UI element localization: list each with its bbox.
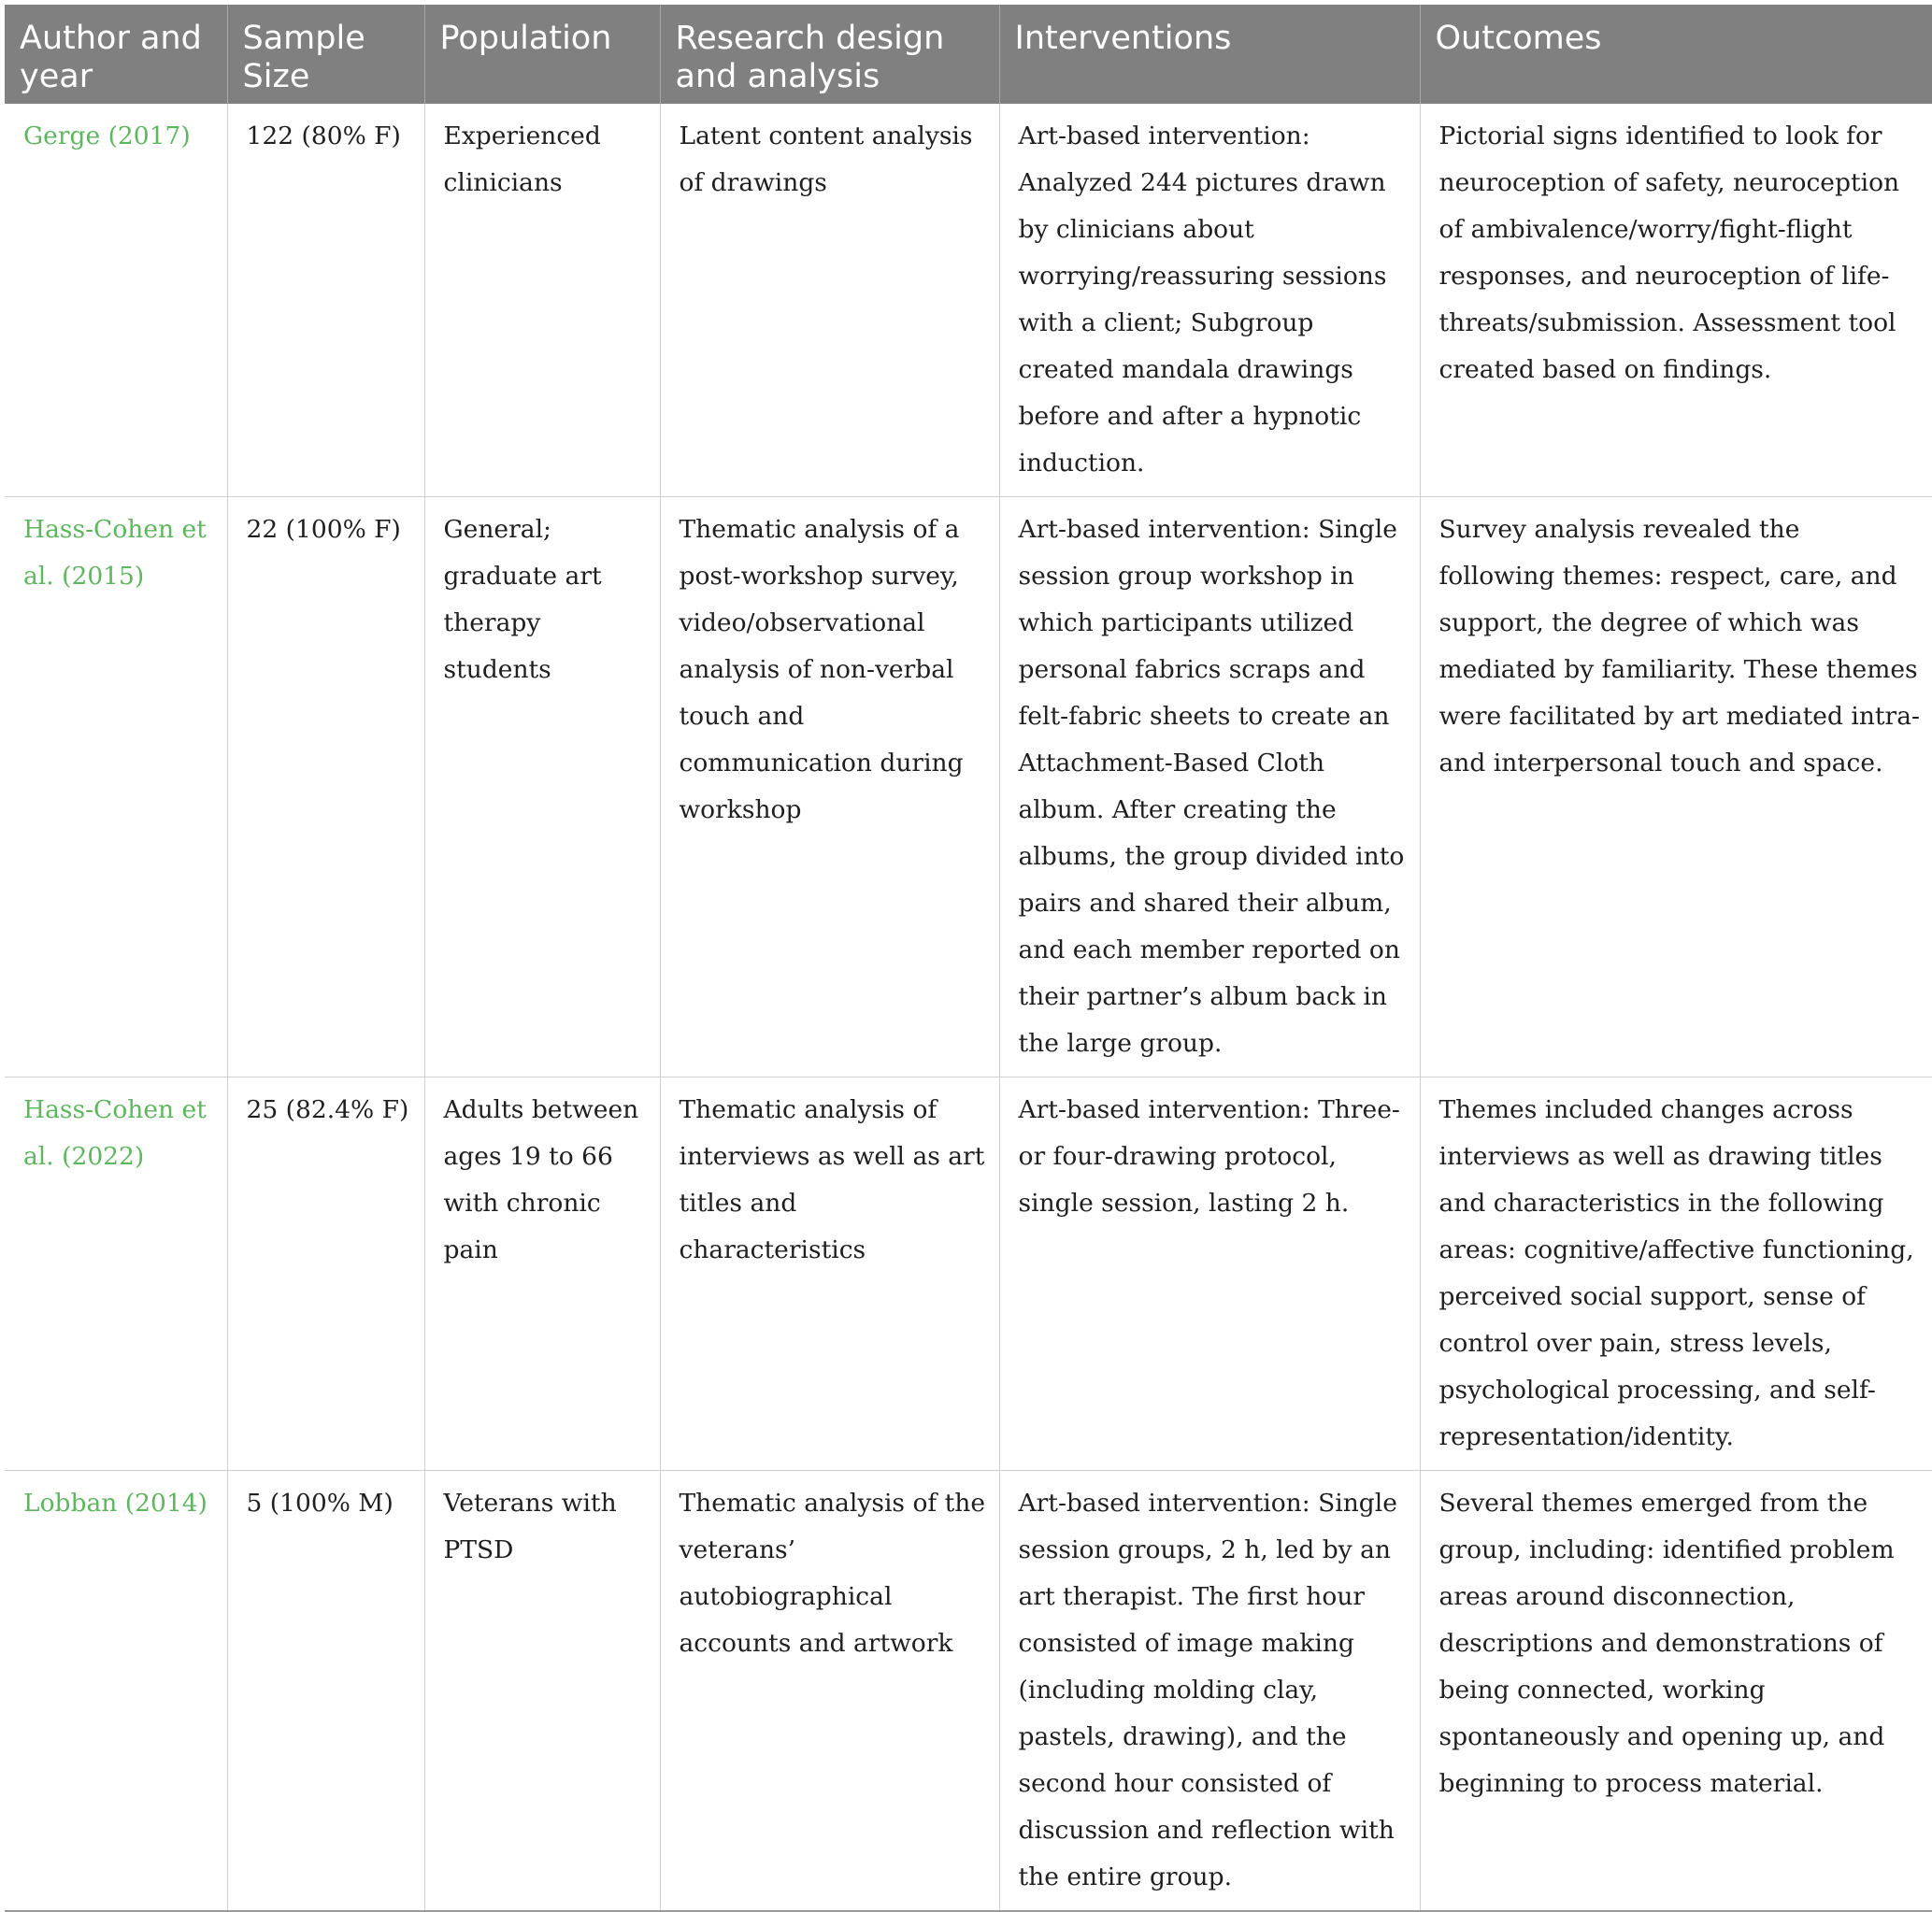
outcomes-cell: Themes included changes across interviews as well as drawing titles and characteristics in the following areas: cognitive/affective functioning, perceived social support, sense of control over pain, stress levels, psychological processing, and self-representation/identity. bbox=[1420, 1077, 1932, 1471]
interventions-cell: Art-based intervention: Single session group workshop in which participants utilized personal fabrics scraps and felt-fabric sheets to create an Attachment-Based Cloth album. After creating the albums, the group divided into pairs and shared their album, and each member reported on their partner’s album back in the large group. bbox=[999, 497, 1420, 1077]
design-cell: Thematic analysis of interviews as well as art titles and characteristics bbox=[660, 1077, 999, 1471]
author-cell bbox=[5, 1077, 227, 1471]
interventions-cell: Art-based intervention: Analyzed 244 pictures drawn by clinicians about worrying/reassuring sessions with a client; Subgroup created mandala drawings before and after a hypnotic induction. bbox=[999, 104, 1420, 497]
table-row bbox=[5, 497, 1932, 1077]
outcomes-cell: Survey analysis revealed the following themes: respect, care, and support, the degree of which was mediated by familiarity. These themes were facilitated by art mediated intra- and interpersonal touch and space. bbox=[1420, 497, 1932, 1077]
author-link[interactable]: Hass-Cohen et al. (2015) bbox=[23, 515, 207, 591]
sample-size-cell: 25 (82.4% F) bbox=[227, 1077, 424, 1471]
population-cell: Veterans with PTSD bbox=[424, 1471, 660, 1912]
population-cell: Experienced clinicians bbox=[424, 104, 660, 497]
design-cell: Thematic analysis of a post-workshop survey, video/observational analysis of non-verbal touch and communication during workshop bbox=[660, 497, 999, 1077]
header-interventions: Interventions bbox=[999, 5, 1420, 104]
table-row bbox=[5, 104, 1932, 497]
interventions-cell: Art-based intervention: Three- or four-drawing protocol, single session, lasting 2 h. bbox=[999, 1077, 1420, 1471]
author-cell bbox=[5, 1471, 227, 1912]
table-row bbox=[5, 1077, 1932, 1471]
author-cell bbox=[5, 497, 227, 1077]
outcomes-cell: Pictorial signs identified to look for neuroception of safety, neuroception of ambivalence/worry/fight-flight responses, and neuroception of life-threats/submission. Assessment tool created based on findings. bbox=[1420, 104, 1932, 497]
population-cell: Adults between ages 19 to 66 with chronic pain bbox=[424, 1077, 660, 1471]
header-sample-size: Sample Size bbox=[227, 5, 424, 104]
sample-size-cell: 5 (100% M) bbox=[227, 1471, 424, 1912]
outcomes-cell: Several themes emerged from the group, including: identified problem areas around disconnection, descriptions and demonstrations of being connected, working spontaneously and opening up, and beginning to process material. bbox=[1420, 1471, 1932, 1912]
header-row bbox=[5, 5, 1932, 104]
design-cell: Thematic analysis of the veterans’ autobiographical accounts and artwork bbox=[660, 1471, 999, 1912]
header-population: Population bbox=[424, 5, 660, 104]
header-outcomes: Outcomes bbox=[1420, 5, 1932, 104]
interventions-cell: Art-based intervention: Single session groups, 2 h, led by an art therapist. The first hour consisted of image making (including molding clay, pastels, drawing), and the second hour consisted of discussion and reflection with the entire group. bbox=[999, 1471, 1420, 1912]
population-cell: General; graduate art therapy students bbox=[424, 497, 660, 1077]
table-row bbox=[5, 1471, 1932, 1912]
design-cell: Latent content analysis of drawings bbox=[660, 104, 999, 497]
sample-size-cell: 122 (80% F) bbox=[227, 104, 424, 497]
author-link[interactable]: Lobban (2014) bbox=[23, 1489, 208, 1518]
author-link[interactable]: Gerge (2017) bbox=[23, 121, 191, 150]
sample-size-cell: 22 (100% F) bbox=[227, 497, 424, 1077]
header-author-year: Author and year bbox=[5, 5, 227, 104]
author-cell bbox=[5, 104, 227, 497]
header-research-design: Research design and analysis bbox=[660, 5, 999, 104]
author-link[interactable]: Hass-Cohen et al. (2022) bbox=[23, 1095, 207, 1171]
studies-table bbox=[5, 5, 1932, 1912]
